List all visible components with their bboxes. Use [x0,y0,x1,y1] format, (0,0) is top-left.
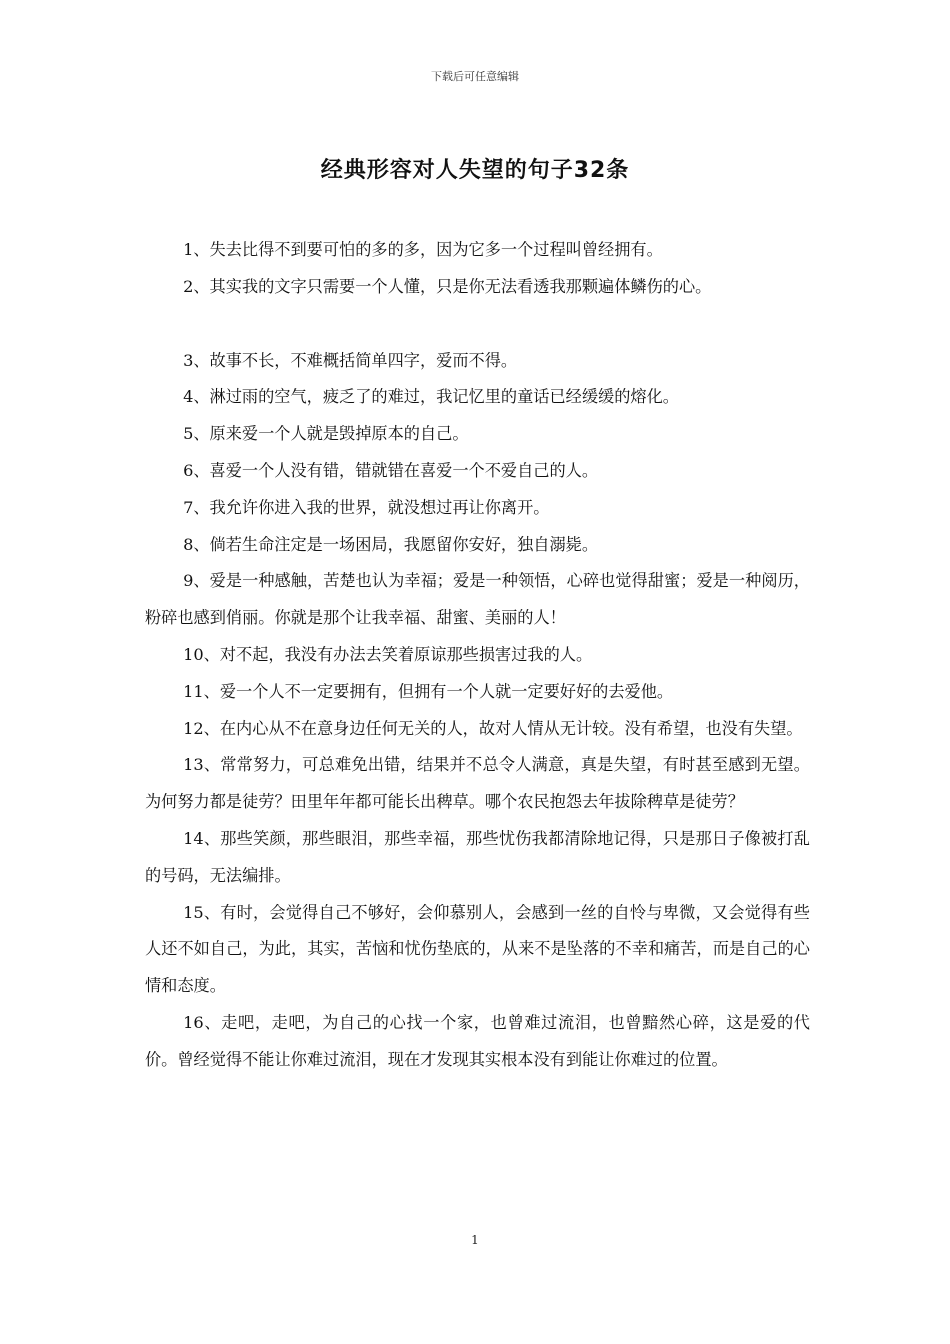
paragraph-5: 5、原来爱一个人就是毁掉原本的自己。 [183,424,469,444]
page-header: 下载后可任意编辑 [431,70,519,83]
paragraph-2: 2、其实我的文字只需要一个人懂，只是你无法看透我那颗遍体鳞伤的心。 [183,276,712,296]
paragraph-10: 10、对不起，我没有办法去笑着原谅那些损害过我的人。 [183,644,593,664]
paragraph-6: 6、喜爱一个人没有错，错就错在喜爱一个不爱自己的人。 [183,460,599,480]
paragraph-16: 16、走吧，走吧，为自己的心找一个家，也曾难过流泪，也曾黯然心碎，这是爱的代价。曾经觉得不能让你难过流泪，现在才发现其实根本没有到能让你难过的位置。 [145,1012,810,1069]
paragraph-11: 11、爱一个人不一定要拥有，但拥有一个人就一定要好好的去爱他。 [183,681,674,701]
paragraph-9: 9、爱是一种感触，苦楚也认为幸福；爱是一种领悟，心碎也觉得甜蜜；爱是一种阅历，粉碎也感到俏丽。你就是那个让我幸福、甜蜜、美丽的人！ [145,571,810,628]
paragraph-8: 8、倘若生命注定是一场困局，我愿留你安好，独自溺毙。 [183,534,599,554]
paragraph-7: 7、我允许你进入我的世界，就没想过再让你离开。 [183,497,550,517]
paragraph-1: 1、失去比得不到要可怕的多的多，因为它多一个过程叫曾经拥有。 [183,240,663,259]
paragraph-12: 12、在内心从不在意身边任何无关的人，故对人情从无计较。没有希望，也没有失望。 [183,718,803,738]
paragraph-13: 13、常常努力，可总难免出错，结果并不总令人满意，真是失望，有时甚至感到无望。为何努力都是徒劳？田里年年都可能长出稗草。哪个农民抱怨去年拔除稗草是徒劳？ [145,755,810,812]
document-body [145,232,810,1079]
page-number: 1 [471,1233,479,1247]
paragraph-gap [145,306,810,343]
document-title: 经典形容对人失望的句子32条 [320,158,630,183]
paragraph-4: 4、淋过雨的空气，疲乏了的难过，我记忆里的童话已经缓缓的熔化。 [183,387,679,407]
paragraph-3: 3、故事不长，不难概括简单四字，爱而不得。 [183,350,518,370]
paragraph-15: 15、有时，会觉得自己不够好，会仰慕别人，会感到一丝的自怜与卑微，又会觉得有些人还不如自己，为此，其实，苦恼和忧伤垫底的，从来不是坠落的不幸和痛苦，而是自己的心情和态度。 [145,902,810,996]
paragraph-14: 14、那些笑颜，那些眼泪，那些幸福，那些忧伤我都清除地记得，只是那日子像被打乱的号码，无法编排。 [145,828,810,885]
